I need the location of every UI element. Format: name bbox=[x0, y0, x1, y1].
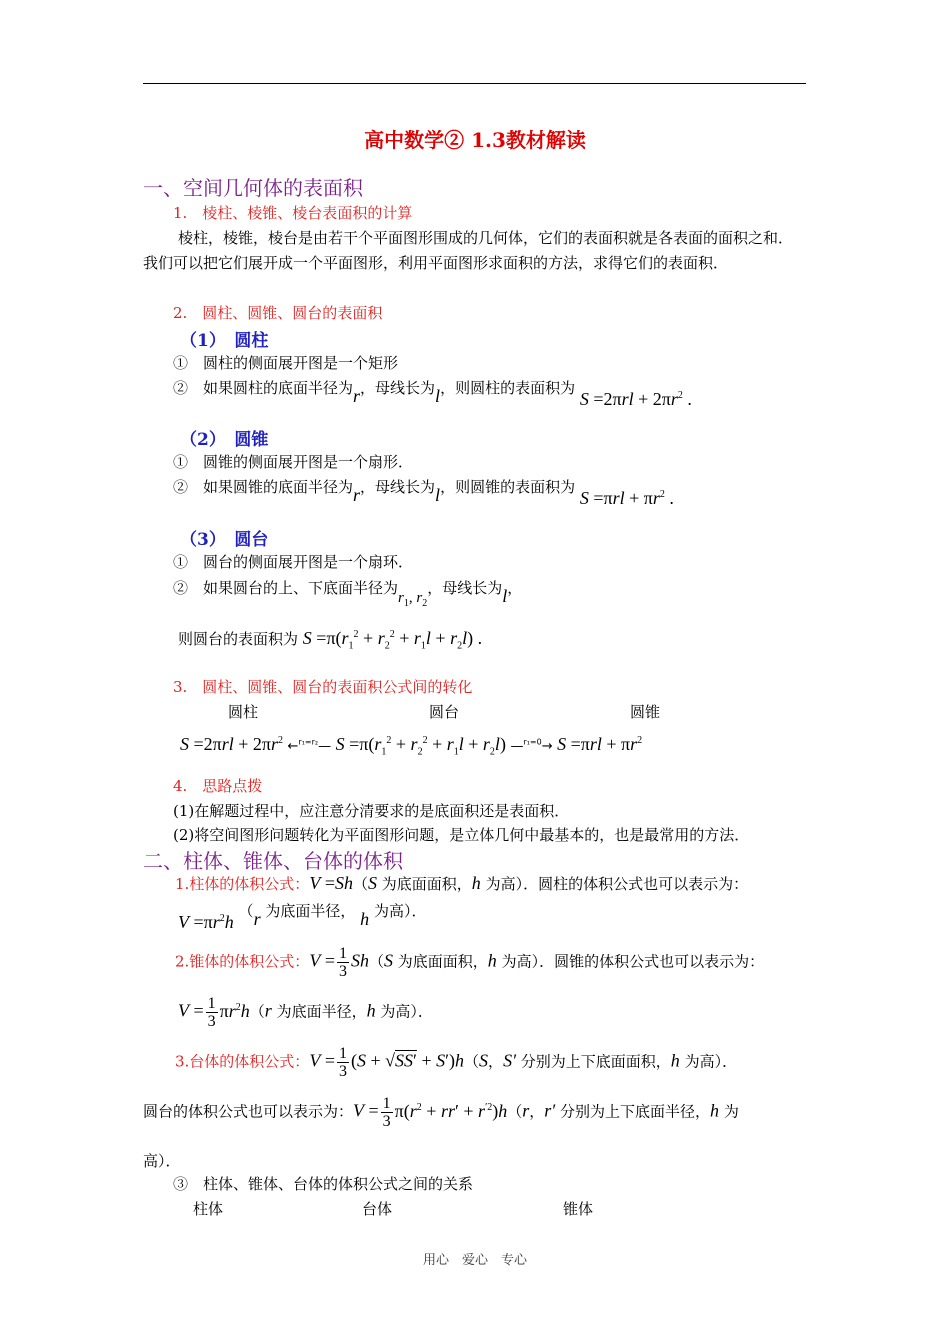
conversion-formula: $S =2\pi rl + 2\pi r^2$ ←$^{r_1=r_2}$— $S =\pi(r_1^2 + r_2^2 + r_1l + r_2l)$ —$^{r_1=0}$→ $S =\pi rl + \pi r^2$ bbox=[180, 734, 643, 758]
cylinder-point-2: ② 如果圆柱的底面半径为r，母线长为l，则圆柱的表面积为 $S =2\pi rl + 2\pi r^2$ . bbox=[173, 379, 692, 409]
col-cone: 圆锥 bbox=[630, 703, 661, 721]
prism-volume: 1.柱体的体积公式：V =Sh（S 为底面面积，h 为高）．圆柱的体积公式也可以表示为： bbox=[175, 873, 749, 893]
section-2-heading: 二、柱体、锥体、台体的体积 bbox=[143, 849, 403, 873]
page-footer: 用心 爱心 专心 bbox=[422, 1253, 527, 1268]
col-pyramid: 锥体 bbox=[563, 1200, 594, 1218]
pyramid-volume: 2.锥体的体积公式：V = $\frac{1}{3}$ Sh（S 为底面面积，h 为高）．圆锥的体积公式也可以表示为： bbox=[175, 945, 765, 980]
cone-point-1: ① 圆锥的侧面展开图是一个扇形． bbox=[173, 453, 414, 471]
subsection-1-2: 2. 圆柱、圆锥、圆台的表面积 bbox=[173, 304, 383, 322]
frustum-point-2: ② 如果圆台的上、下底面半径为$r_1$, $r_2$，母线长为l， bbox=[173, 579, 523, 609]
truncated-cone-volume: 圆台的体积公式也可以表示为：V = $\frac{1}{3}$ $\pi(r^2 + rr' + r^{'2})h(r$，r′ 分别为上下底面半径，h 为 bbox=[143, 1095, 739, 1130]
col-prism: 柱体 bbox=[193, 1200, 224, 1218]
cylinder-point-1: ① 圆柱的侧面展开图是一个矩形 bbox=[173, 354, 399, 372]
cone-point-2: ② 如果圆锥的底面半径为r，母线长为l，则圆锥的表面积为 $S =\pi rl + \pi r^2$ . bbox=[173, 478, 674, 508]
subsection-1-4: 4. 思路点拨 bbox=[173, 777, 263, 795]
tip-1: (1)在解题过程中，应注意分清要求的是底面积还是表面积． bbox=[173, 802, 570, 820]
volume-relation: ③ 柱体、锥体、台体的体积公式之间的关系 bbox=[173, 1175, 474, 1193]
frustum-volume: 3.台体的体积公式：V = $\frac{1}{3}$ (S + √SS′ + S′)h（S，S′ 分别为上下底面面积，h 为高）． bbox=[175, 1045, 738, 1080]
frustum-area: 则圆台的表面积为 $S =\pi(r_1^2 + r_2^2 + r_1l + r_2l)$ . bbox=[178, 628, 483, 652]
col-frustum: 圆台 bbox=[429, 703, 460, 721]
truncated-cone-volume-end: 高）． bbox=[143, 1152, 181, 1170]
col-frustum-2: 台体 bbox=[362, 1200, 393, 1218]
subsection-1-3: 3. 圆柱、圆锥、圆台的表面积公式间的转化 bbox=[173, 678, 473, 696]
section-1-heading: 一、空间几何体的表面积 bbox=[143, 176, 363, 200]
cylinder-label: （1） 圆柱 bbox=[180, 331, 269, 351]
cone-label: （2） 圆锥 bbox=[180, 430, 269, 450]
tip-2: (2)将空间图形问题转化为平面图形问题，是立体几何中最基本的，也是最常用的方法． bbox=[173, 826, 750, 844]
header-rule bbox=[143, 83, 806, 84]
subsection-1-1: 1. 棱柱、棱锥、棱台表面积的计算 bbox=[173, 204, 413, 222]
cylinder-volume: $V =\pi r^2h$ （r 为底面半径， h 为高）． bbox=[178, 902, 427, 932]
page-title: 高中数学② 1.3教材解读 bbox=[364, 128, 586, 152]
cone-volume: V = $\frac{1}{3}$ $\pi r^2h(r$ 为底面半径，h 为高）． bbox=[178, 995, 433, 1030]
frustum-point-1: ① 圆台的侧面展开图是一个扇环． bbox=[173, 553, 414, 571]
paragraph-prisms: 棱柱，棱锥，棱台是由若干个平面图形围成的几何体，它们的表面积就是各表面的面积之和．我们可以把它们展开成一个平面图形，利用平面图形求面积的方法，求得它们的表面积． bbox=[143, 229, 794, 272]
col-cylinder: 圆柱 bbox=[228, 703, 259, 721]
frustum-label: （3） 圆台 bbox=[180, 530, 269, 550]
